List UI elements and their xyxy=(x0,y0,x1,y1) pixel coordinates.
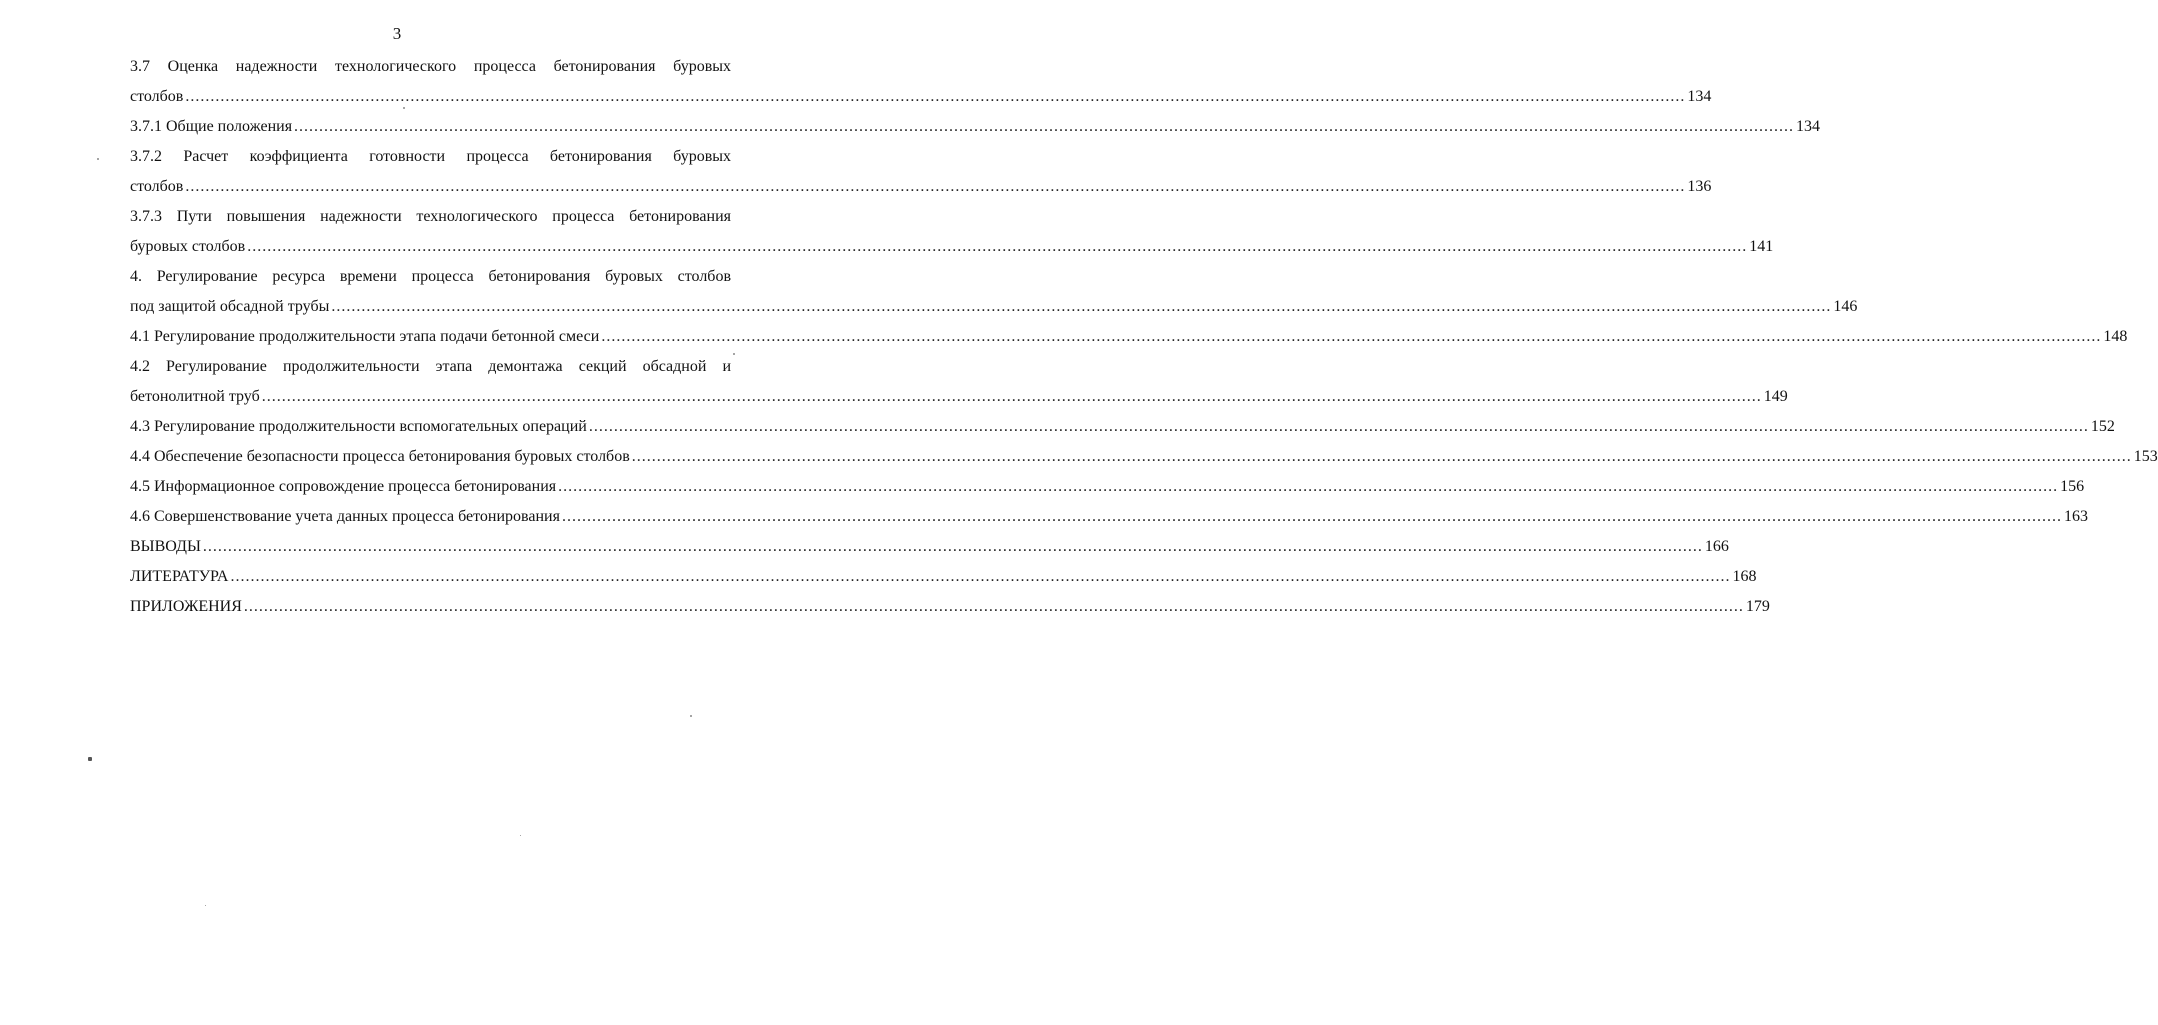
dot-leader: ............................................................................................................................................................................................................................................................................................................ xyxy=(558,478,2059,495)
dot-leader: ............................................................................................................................................................................................................................................................................................................ xyxy=(561,508,2062,525)
scan-speck xyxy=(690,715,692,717)
dot-leader: ............................................................................................................................................................................................................................................................................................................ xyxy=(331,298,1832,315)
toc-entry-page: 166 xyxy=(1704,538,1729,555)
toc-entry-leader-line xyxy=(130,472,2085,502)
scan-speck xyxy=(520,835,521,836)
toc-entry-title: 4.4 Обеспечение безопасности процесса бетонирования буровых столбов xyxy=(130,448,630,465)
toc-entry-title: 4.5 Информационное сопровождение процесса бетонирования xyxy=(130,478,557,495)
toc-entry-title: 4.6 Совершенствование учета данных процесса бетонирования xyxy=(130,508,560,525)
toc-entry-leader-line xyxy=(130,442,2158,472)
toc-entry-title: столбов xyxy=(130,178,184,195)
scan-speck xyxy=(97,158,99,160)
toc-entry xyxy=(130,412,2115,442)
toc-entry xyxy=(130,352,1788,412)
toc-entry-title-line: 3.7 Оценка надежности технологического процесса бетонирования буровых xyxy=(130,58,731,75)
toc-entry-title-line: 4.2 Регулирование продолжительности этапа демонтажа секций обсадной и xyxy=(130,358,731,375)
toc-entry-leader-line xyxy=(130,232,1774,262)
toc-entry-page: 149 xyxy=(1763,388,1788,405)
toc-entry-leader-line xyxy=(130,412,2115,442)
toc-entry-title: 4.3 Регулирование продолжительности вспомогательных операций xyxy=(130,418,587,435)
toc-entry-page: 156 xyxy=(2060,478,2085,495)
toc-entry-page: 163 xyxy=(2063,508,2088,525)
toc-entry-title-line: 4. Регулирование ресурса времени процесса бетонирования буровых столбов xyxy=(130,268,731,285)
toc-entry-title: бетонолитной труб xyxy=(130,388,260,405)
dot-leader: ............................................................................................................................................................................................................................................................................................................ xyxy=(294,118,1795,135)
toc-entry-title: буровых столбов xyxy=(130,238,246,255)
dot-leader: ............................................................................................................................................................................................................................................................................................................ xyxy=(601,328,2102,345)
toc-entry-title: ЛИТЕРАТУРА xyxy=(130,568,229,585)
dot-leader: ............................................................................................................................................................................................................................................................................................................ xyxy=(202,538,1703,555)
toc-entry-leader-line xyxy=(130,592,1770,622)
toc-entry-title: под защитой обсадной трубы xyxy=(130,298,330,315)
toc-entry xyxy=(130,562,1757,592)
toc-entry xyxy=(130,442,2158,472)
toc-entry-page: 168 xyxy=(1732,568,1757,585)
scan-speck xyxy=(403,107,405,109)
toc-entry xyxy=(130,322,2128,352)
dot-leader: ............................................................................................................................................................................................................................................................................................................ xyxy=(230,568,1731,585)
toc-entry-leader-line xyxy=(130,172,1712,202)
dot-leader: ............................................................................................................................................................................................................................................................................................................ xyxy=(588,418,2089,435)
toc-entry-page: 148 xyxy=(2103,328,2128,345)
dot-leader: ............................................................................................................................................................................................................................................................................................................ xyxy=(261,388,1762,405)
table-of-contents xyxy=(130,52,2158,622)
scan-speck xyxy=(88,757,92,761)
scan-speck xyxy=(205,905,206,906)
toc-entry xyxy=(130,262,1858,322)
toc-entry-page: 146 xyxy=(1833,298,1858,315)
dot-leader: ............................................................................................................................................................................................................................................................................................................ xyxy=(243,598,1744,615)
scan-speck xyxy=(733,353,735,355)
toc-entry-title-line: 3.7.2 Расчет коэффициента готовности процесса бетонирования буровых xyxy=(130,148,731,165)
toc-entry-title: 4.1 Регулирование продолжительности этапа подачи бетонной смеси xyxy=(130,328,600,345)
toc-entry-page: 136 xyxy=(1687,178,1712,195)
toc-entry xyxy=(130,202,1774,262)
toc-entry-title: ПРИЛОЖЕНИЯ xyxy=(130,598,242,615)
toc-entry-leader-line xyxy=(130,562,1757,592)
toc-entry-page: 153 xyxy=(2133,448,2158,465)
toc-entry xyxy=(130,592,1770,622)
toc-entry-leader-line xyxy=(130,112,1821,142)
toc-entry xyxy=(130,532,1729,562)
toc-entry xyxy=(130,112,1821,142)
dot-leader: ............................................................................................................................................................................................................................................................................................................ xyxy=(631,448,2132,465)
toc-entry-page: 141 xyxy=(1749,238,1774,255)
toc-entry xyxy=(130,472,2085,502)
page-number: 3 xyxy=(392,24,402,43)
toc-entry xyxy=(130,502,2088,532)
toc-entry-title-line: 3.7.3 Пути повышения надежности технологического процесса бетонирования xyxy=(130,208,731,225)
toc-entry xyxy=(130,52,1712,112)
dot-leader: ............................................................................................................................................................................................................................................................................................................ xyxy=(247,238,1748,255)
toc-entry-leader-line xyxy=(130,532,1729,562)
toc-entry-page: 152 xyxy=(2090,418,2115,435)
toc-entry-page: 134 xyxy=(1687,88,1712,105)
toc-entry-leader-line xyxy=(130,502,2088,532)
toc-entry xyxy=(130,142,1712,202)
toc-entry-leader-line xyxy=(130,382,1788,412)
toc-entry-title: 3.7.1 Общие положения xyxy=(130,118,293,135)
toc-entry-leader-line xyxy=(130,322,2128,352)
toc-entry-leader-line xyxy=(130,82,1712,112)
toc-entry-title: столбов xyxy=(130,88,184,105)
toc-entry-leader-line xyxy=(130,292,1858,322)
toc-entry-title: ВЫВОДЫ xyxy=(130,538,201,555)
dot-leader: ............................................................................................................................................................................................................................................................................................................ xyxy=(185,178,1686,195)
dot-leader: ............................................................................................................................................................................................................................................................................................................ xyxy=(185,88,1686,105)
toc-entry-page: 134 xyxy=(1796,118,1821,135)
toc-entry-page: 179 xyxy=(1745,598,1770,615)
